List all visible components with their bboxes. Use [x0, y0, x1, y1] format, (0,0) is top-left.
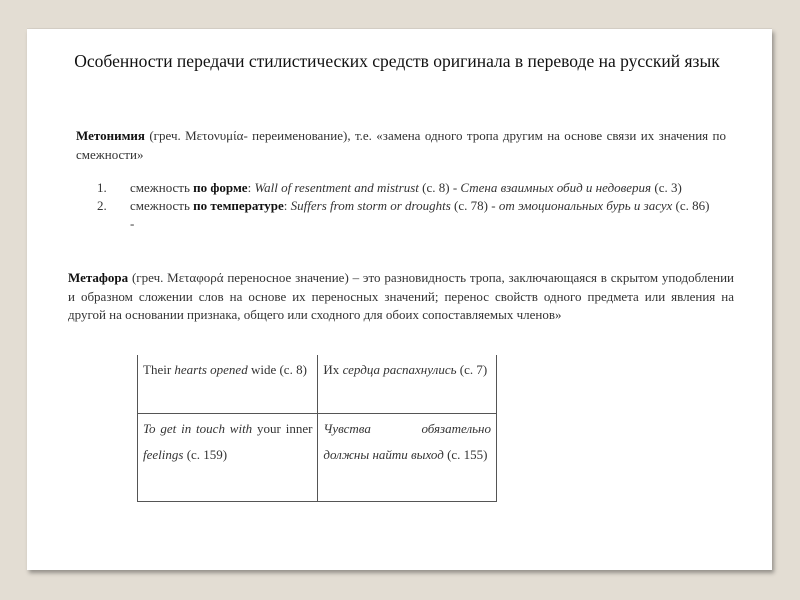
cell-italic: Чувства обязательно должны найти выход [323, 421, 491, 462]
cell-italic: To get in touch with [143, 421, 253, 436]
slide [27, 29, 772, 570]
slide-title: Особенности передачи стилистических средств оригинала в переводе на русский язык [74, 51, 720, 71]
cell-text: wide (с. 8) [247, 362, 307, 377]
cell-text: (с. 7) [456, 362, 488, 377]
metaphor-term: Метафора [68, 270, 129, 285]
example-prefix: смежность [130, 198, 194, 213]
metonymy-examples-list [97, 179, 717, 233]
metaphor-definition-text: (греч. Μεταφορά переносное значение) – это разновидность тропа, заключающаяся в скрытом уподоблении и образном сложении слов на основе их переносных значений; перенос свойств одного предмета или явления на другой на основании признака, общего или сходного для обоих сопоставляемых членов» [68, 270, 734, 322]
example-translation: Стена взаимных обид и недоверия [460, 180, 652, 195]
example-category: по форме [193, 180, 248, 195]
example-original-page: (с. 8) - [418, 180, 461, 195]
example-category: по температуре [193, 198, 284, 213]
cell-italic: сердца распахнулись [342, 362, 457, 377]
example-translation: от эмоциональных бурь и засух [498, 198, 673, 213]
list-item [97, 197, 717, 233]
metaphor-examples-table [137, 355, 497, 502]
metonymy-term: Метонимия [76, 128, 145, 143]
table-cell-translation [318, 414, 497, 502]
example-colon: : [283, 198, 291, 213]
cell-text: (с. 155) [443, 447, 488, 462]
example-translation-page: (с. 86) - [130, 198, 710, 231]
list-item [97, 179, 717, 197]
table-cell-original [138, 355, 318, 414]
metonymy-definition [76, 126, 726, 164]
table-cell-translation [318, 355, 497, 414]
example-original: Wall of resentment and mistrust [254, 180, 419, 195]
example-original-page: (с. 78) - [450, 198, 499, 213]
example-prefix: смежность [130, 180, 194, 195]
metonymy-definition-text: (греч. Μετονυμία- переименование), т.е. «замена одного тропа другим на основе связи их значения по смежности» [76, 128, 726, 162]
cell-italic: hearts opened [174, 362, 248, 377]
cell-text: Their [143, 362, 175, 377]
example-original: Suffers from storm or droughts [290, 198, 451, 213]
table-row [138, 414, 497, 502]
cell-text: Их [323, 362, 343, 377]
cell-italic: feelings [143, 447, 184, 462]
table-row [138, 355, 497, 414]
cell-text: your inner [252, 421, 313, 436]
cell-text: (с. 159) [183, 447, 228, 462]
example-colon: : [247, 180, 255, 195]
metaphor-definition [68, 269, 734, 325]
table-cell-original [138, 414, 318, 502]
list-item-number: 2. [97, 198, 107, 213]
example-translation-page: (с. 3) [651, 180, 682, 195]
list-item-number: 1. [97, 180, 107, 195]
